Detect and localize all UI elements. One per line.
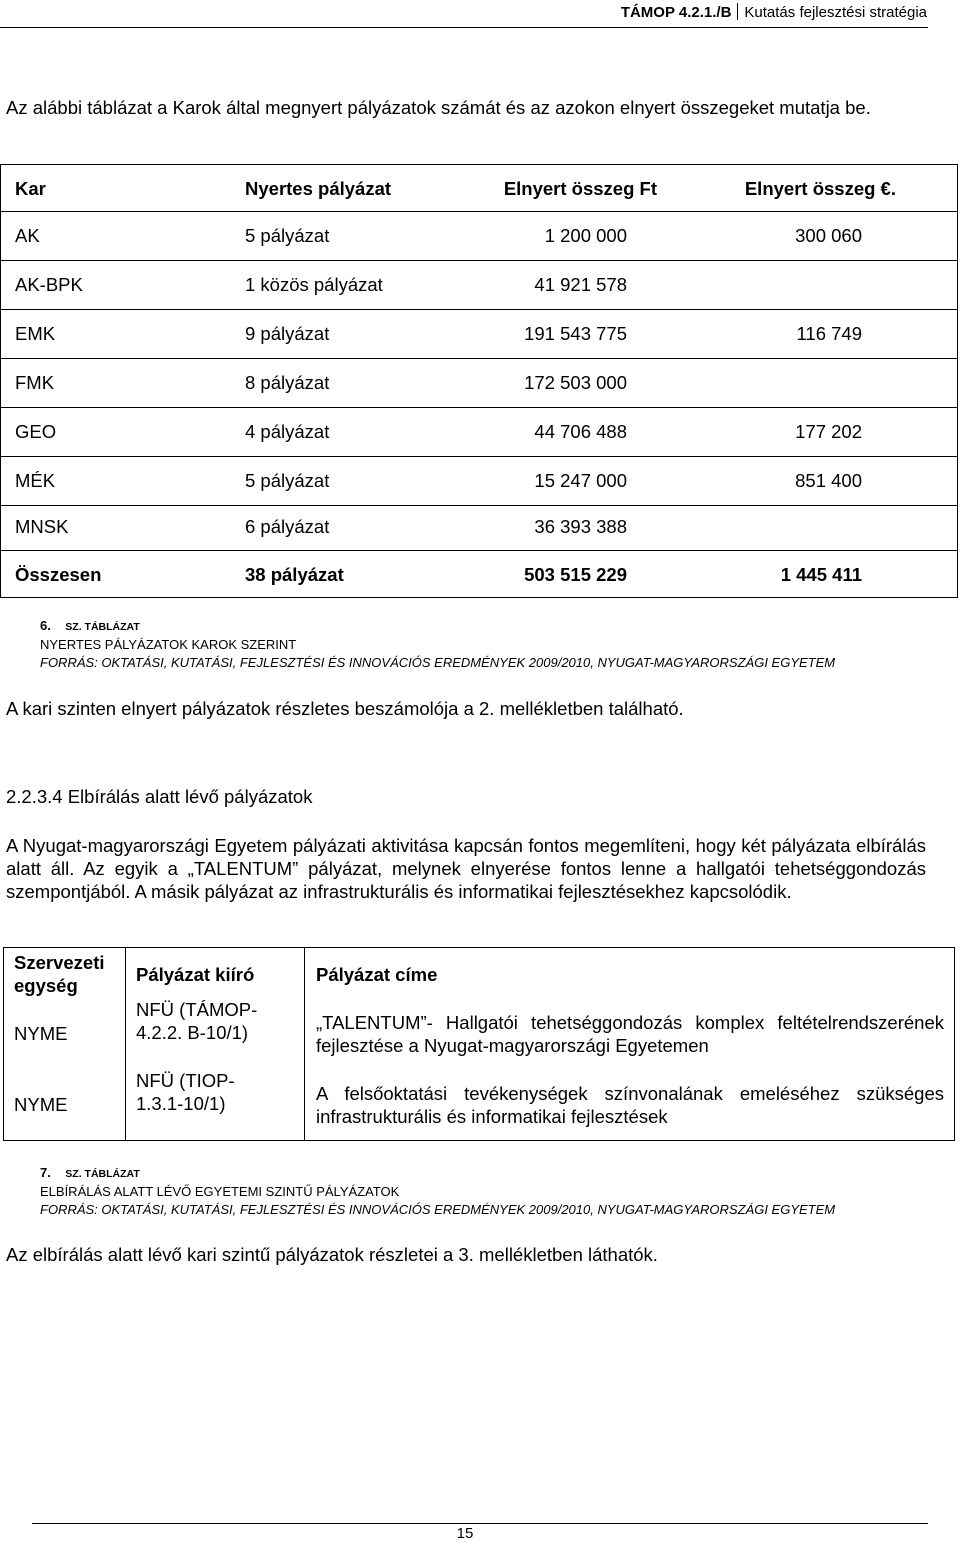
total-cell: 38 pályázat (245, 564, 344, 585)
table-header-cell: Szervezeti egység (14, 952, 105, 996)
table-cell: MNSK (15, 516, 69, 537)
table-cell: AK-BPK (15, 274, 83, 295)
faculty-report-paragraph: A kari szinten elnyert pályázatok részletes beszámolója a 2. mellékletben található. (6, 698, 684, 719)
caption-number: 7. (40, 1165, 51, 1180)
table-cell: 1 200 000 (544, 225, 627, 246)
table-header-cell: Kar (15, 178, 46, 199)
table-cell: 172 503 000 (524, 372, 627, 393)
table-cell: 9 pályázat (245, 323, 330, 344)
footer-rule (32, 1523, 928, 1524)
table-header-cell: Pályázat kiíró (136, 964, 255, 985)
caption-number-line (40, 1164, 835, 1183)
table-cell: 5 pályázat (245, 470, 330, 491)
header-rule (0, 27, 928, 28)
table-cell: NFÜ (TÁMOP-4.2.2. B-10/1) (136, 999, 258, 1043)
table-cell: 4 pályázat (245, 421, 330, 442)
table-row (1, 261, 957, 310)
total-cell: 1 445 411 (780, 564, 862, 585)
table-row (1, 212, 957, 261)
table-cell: NYME (14, 1094, 68, 1115)
table7-caption (40, 1164, 835, 1219)
caption-label: SZ. TÁBLÁZAT (65, 621, 140, 633)
total-cell: 503 515 229 (524, 564, 627, 585)
table-row (1, 506, 957, 551)
caption-source: FORRÁS: OKTATÁSI, KUTATÁSI, FEJLESZTÉSI ÉS INNOVÁCIÓS EREDMÉNYEK 2009/2010, NYUGAT-MAGYARORSZÁGI EGYETEM (40, 1202, 836, 1217)
table-header-cell: Nyertes pályázat (245, 178, 392, 199)
table-cell: „TALENTUM”- Hallgatói tehetséggondozás komplex feltételrendszerének fejlesztése a Nyugat-magyarországi Egyetemen (316, 1012, 944, 1056)
table-cell: 300 060 (795, 225, 862, 246)
table-cell: 44 706 488 (534, 421, 627, 442)
caption-label: SZ. TÁBLÁZAT (65, 1168, 140, 1180)
table-cell: MÉK (15, 470, 56, 491)
pending-grants-paragraph: A Nyugat-magyarországi Egyetem pályázati aktivitása kapcsán fontos megemlíteni, hogy két pályázata elbírálás alatt áll. Az egyik a „TALENTUM” pályázat, melynek elnyerése fontos lenne a hallgatói tehetséggondozás szempontjából. A másik pályázat az infrastrukturális és informatikai fejlesztésekhez kapcsolódik. (6, 835, 926, 902)
table-cell: 116 749 (796, 323, 862, 344)
table-cell: NYME (14, 1023, 68, 1044)
table-cell: EMK (15, 323, 56, 344)
table-cell: FMK (15, 372, 55, 393)
header-title: Kutatás fejlesztési stratégia (744, 4, 927, 21)
faculty-pending-paragraph: Az elbírálás alatt lévő kari szintű pályázatok részletei a 3. mellékletben láthatók. (6, 1244, 658, 1265)
table-row (1, 457, 957, 506)
caption-source: FORRÁS: OKTATÁSI, KUTATÁSI, FEJLESZTÉSI ÉS INNOVÁCIÓS EREDMÉNYEK 2009/2010, NYUGAT-MAGYARORSZÁGI EGYETEM (40, 655, 836, 670)
section-heading: 2.2.3.4 Elbírálás alatt lévő pályázatok (6, 786, 313, 807)
table-cell: 851 400 (795, 470, 862, 491)
page-number: 15 (456, 1525, 474, 1542)
table-cell: A felsőoktatási tevékenységek színvonalának emeléséhez szükséges infrastrukturális és informatikai fejlesztések (316, 1083, 944, 1127)
table-total-row (1, 551, 957, 597)
table-row (1, 359, 957, 408)
winning-grants-table (0, 164, 958, 598)
caption-title: NYERTES PÁLYÁZATOK KAROK SZERINT (40, 637, 297, 652)
table-cell: NFÜ (TIOP-1.3.1-10/1) (136, 1070, 235, 1114)
table-cell: AK (15, 225, 40, 246)
running-header (621, 3, 927, 21)
table-cell: 5 pályázat (245, 225, 330, 246)
caption-number: 6. (40, 618, 51, 633)
table-cell: 36 393 388 (534, 516, 627, 537)
pending-grants-table (3, 947, 955, 1141)
caption-title: ELBÍRÁLÁS ALATT LÉVŐ EGYETEMI SZINTŰ PÁLYÁZATOK (40, 1184, 400, 1199)
table-cell: 6 pályázat (245, 516, 330, 537)
table-header-cell: Pályázat címe (316, 964, 438, 985)
header-separator (737, 3, 738, 20)
total-cell: Összesen (15, 564, 102, 585)
table-cell: 15 247 000 (534, 470, 627, 491)
table-cell: 8 pályázat (245, 372, 330, 393)
table-header-cell: Elnyert összeg Ft (503, 178, 657, 199)
table-cell: GEO (15, 421, 57, 442)
table-cell: 191 543 775 (524, 323, 627, 344)
table-cell: 177 202 (795, 421, 862, 442)
table-row (1, 310, 957, 359)
table-header-row (1, 165, 957, 212)
project-code: TÁMOP 4.2.1./B (620, 4, 732, 21)
table-cell: 41 921 578 (534, 274, 627, 295)
table-header-cell: Elnyert összeg €. (744, 178, 896, 199)
column-divider (304, 948, 305, 1140)
caption-number-line (40, 617, 835, 636)
table-cell: 1 közös pályázat (245, 274, 383, 295)
intro-paragraph: Az alábbi táblázat a Karok által megnyert pályázatok számát és az azokon elnyert összegeket mutatja be. (6, 97, 871, 118)
column-divider (125, 948, 126, 1140)
table6-caption (40, 617, 835, 672)
table-row (1, 408, 957, 457)
